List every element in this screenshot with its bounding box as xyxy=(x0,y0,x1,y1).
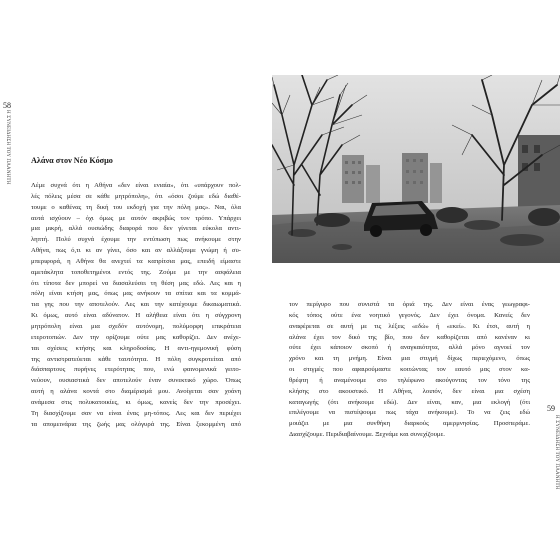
text-line: λές πόλεις μέσα σε κάθε μητρόπολη», ότι «όσοι ζούμε εδώ διαθέ- xyxy=(31,192,241,200)
text-line: της αντιστρατεύεται κάθε ταυτότητα. Η πόλη συγκροτείται από xyxy=(31,355,241,363)
text-line: τουμε ο καθένας τη δική του εκδοχή για την πόλη μας». Ναι, όλα xyxy=(31,203,241,211)
text-line: Τη διασχίζουμε σαν να είναι ένας μη-τόπος. Λες και δεν περιέχει xyxy=(31,409,241,417)
text-line: κλήσης στο ακουστικό. Η Αθήνα, λοιπόν, δεν είναι μια σχέση xyxy=(289,387,530,395)
right-running-head: Η ΣΥΝΕΙΔΗΣΗ ΤΟΥ ΠΛΑΝΗΤΗ xyxy=(554,415,559,490)
left-page-number: 58 xyxy=(3,101,11,110)
vacant-lot-photo xyxy=(272,75,560,263)
text-line: επιλέγουμε να πιστέψουμε πως τάχα ανήκουμε). Το να ζεις εδώ xyxy=(289,409,530,417)
text-line: αυτά ισχύουν – όχι όμως με αυτόν ακριβώς τον τρόπο. Υπάρχει xyxy=(31,214,241,222)
text-line: μια μικρή, αλλά ουσιώδης διαφορά που δεν γίνεται εύκολα αντι- xyxy=(31,225,241,233)
text-line: χρόνο και τη μνήμη. Είναι μια στιγμή δίχως περιεχόμενο, όπως xyxy=(289,355,530,363)
text-line: θρέφτη ή αναμένουμε στο τηλέφωνο ακούγοντας τον τόνο της xyxy=(289,376,530,384)
text-line: Λέμε συχνά ότι η Αθήνα «δεν είναι ενιαία», ότι «υπάρχουν πολ- xyxy=(31,182,241,189)
text-line: ληπτή. Πολύ συχνά έχουμε την εντύπωση πως ανήκουμε στην xyxy=(31,236,241,244)
text-line: διάσπαρτους πυρήνες ετερότητας που, ενώ φαινομενικά γειτο- xyxy=(31,366,241,374)
text-line: τα απομεινάρια της ζωής μας ολόγυρά της. Είναι ξεκομμένη από xyxy=(31,420,241,428)
text-line: μοιάζει με μια συνθήκη διαρκούς αμερμνησίας. Προσπεράμε. xyxy=(289,420,530,428)
text-line: μπεριφορά, η Αθήνα θα ανεχτεί τα καπρίτσια μας, επειδή είμαστε xyxy=(31,257,241,265)
photo-image xyxy=(272,75,560,263)
text-line: οι στιγμές που αφαιρούμαστε κοιτώντας τον εαυτό μας στον κα- xyxy=(289,366,530,374)
text-line: νεύουν, ουσιαστικά δεν αποτελούν έναν συνεκτικό χώρο. Όπως xyxy=(31,377,241,385)
left-body-text xyxy=(31,181,241,430)
chapter-title: Αλάνα στον Νέο Κόσμο xyxy=(31,156,113,165)
text-line: κός τόπος ούτε ένα νοητικό γεγονός. Δεν έχει όνομα. Κανείς δεν xyxy=(289,311,530,319)
text-line: αμετάκλητα τοποθετημένοι εντός της. Ζούμε με την ασφάλεια xyxy=(31,268,241,276)
text-line: ούτε έχει κάποιον σκοπό ή αναγκαιότητα, αλλά μόνο αγνοεί τον xyxy=(289,344,530,352)
text-line: ανάμεσα στις πολυκατοικίες, κι όμως, κανείς δεν την προσέχει. xyxy=(31,398,241,406)
text-line: Αθήνα, πως ό,τι κι αν γίνει, όσο και αν αλλάξουμε γνώμη ή συ- xyxy=(31,247,241,255)
text-line: αλάνα έχει τον δικό της βίο, που δεν καθορίζεται από κανέναν κι xyxy=(289,333,530,341)
text-line: αυτή η αλάνα κοντά στο διαμέρισμά μου. Ανοίγεται σαν χοάνη xyxy=(31,388,241,396)
right-page-number: 59 xyxy=(547,404,555,413)
text-line: Διασχίζουμε. Περιδιαβαίνουμε. Ξεχνάμε και συνεχίζουμε. xyxy=(289,431,445,439)
text-line: μητρόπολη είναι μια σχεδόν αυτόνομη, πολύμορφη επικράτεια xyxy=(31,322,241,330)
text-line: ότι τίποτα δεν μπορεί να διασαλεύσει τη θέση μας εδώ. Λες και η xyxy=(31,279,241,287)
text-line: τια γης που την αποτελούν. Λες και την κατέχουμε δικαιωματικά. xyxy=(31,301,241,309)
right-body-text xyxy=(289,300,530,441)
text-line: αναφέρεται σε αυτή με τις λέξεις «εδώ» ή «εκεί». Κι έτσι, αυτή η xyxy=(289,322,530,330)
text-line: ετεροτοπιών. Δεν την ορίζουμε ούτε μας καθορίζει. Δεν ανέχε- xyxy=(31,333,241,341)
text-line: καταγωγής (ότι ανήκουμε εδώ). Δεν είναι, καν, μια εκλογή (ότι xyxy=(289,398,530,406)
left-running-head: Η ΣΥΝΕΙΔΗΣΗ ΤΟΥ ΠΛΑΝΗΤΗ xyxy=(5,110,10,185)
text-line: Κι όμως, αυτό είναι αδύνατον. Η αλήθεια είναι ότι η σύγχρονη xyxy=(31,312,241,320)
text-line: πόλη είναι κτήση μας, όπως μας ανήκουν τα σπίτια και τα κομμά- xyxy=(31,290,241,298)
text-line: τον περίγυρο που συνιστά τα όριά της. Δεν είναι ένας γεωγραφι- xyxy=(289,301,530,308)
text-line: ται σχέσεις κτήσης και κληροδοσίας. Η αντι-ηγεμονική φύση xyxy=(31,344,241,352)
